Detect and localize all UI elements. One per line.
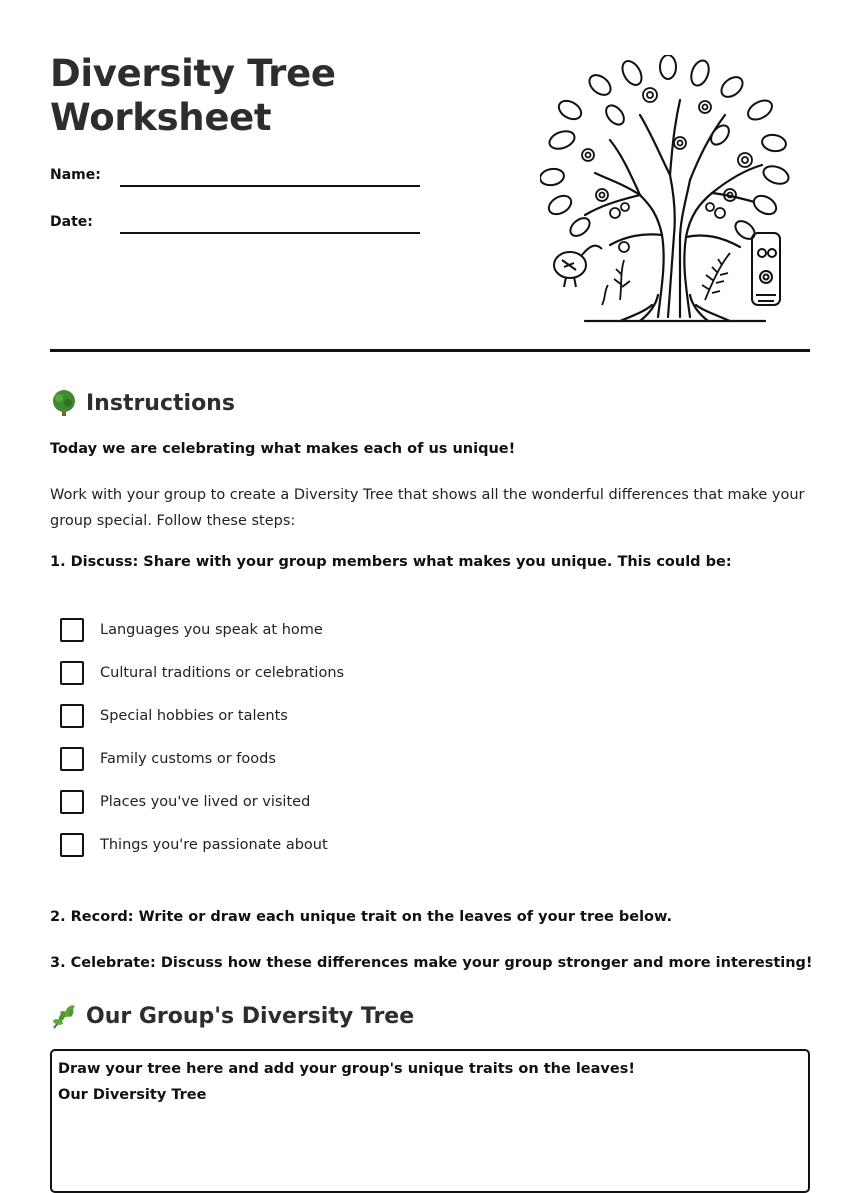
tree-illustration-icon [540,55,800,325]
checklist-item-label: Things you're passionate about [100,837,328,853]
date-field[interactable] [50,214,420,238]
checklist-item[interactable] [60,618,560,661]
name-label: Name: [50,167,101,183]
herb-emoji-icon [50,1002,78,1030]
date-write-line[interactable] [120,232,420,234]
title-line-2: Worksheet [50,96,272,139]
checklist-item[interactable] [60,704,560,747]
checkbox[interactable] [60,618,84,642]
drawing-box-title: Our Diversity Tree [58,1087,207,1103]
tree-emoji-icon [50,389,78,417]
checklist-item-label: Cultural traditions or celebrations [100,665,345,681]
checkbox[interactable] [60,790,84,814]
checkbox[interactable] [60,661,84,685]
trait-checklist [60,618,560,876]
checkbox[interactable] [60,833,84,857]
checklist-item[interactable] [60,833,560,876]
step-1-text: 1. Discuss: Share with your group members what makes you unique. This could be: [50,554,732,570]
checklist-item-label: Places you've lived or visited [100,794,311,810]
intro-bold-text: Today we are celebrating what makes each of us unique! [50,441,516,457]
checklist-item[interactable] [60,747,560,790]
checkbox[interactable] [60,747,84,771]
diversity-tree-heading-text: Our Group's Diversity Tree [86,1003,415,1029]
checklist-item-label: Languages you speak at home [100,622,323,638]
checklist-item[interactable] [60,661,560,704]
tree-drawing-area[interactable] [50,1049,810,1193]
checklist-item-label: Family customs or foods [100,751,276,767]
instructions-heading [50,389,235,417]
step-2-text: 2. Record: Write or draw each unique trait on the leaves of your tree below. [50,909,672,925]
checklist-item-label: Special hobbies or talents [100,708,288,724]
drawing-prompt: Draw your tree here and add your group's unique traits on the leaves! [58,1061,635,1077]
instructions-heading-text: Instructions [86,390,235,416]
section-divider [50,349,810,352]
name-field[interactable] [50,167,420,191]
page-title [50,52,470,140]
name-write-line[interactable] [120,185,420,187]
step-3-text: 3. Celebrate: Discuss how these differences make your group stronger and more interesting! [50,955,813,971]
checklist-item[interactable] [60,790,560,833]
checkbox[interactable] [60,704,84,728]
date-label: Date: [50,214,93,230]
intro-paragraph: Work with your group to create a Diversity Tree that shows all the wonderful differences that make your group special. Follow these steps: [50,487,805,529]
title-line-1: Diversity Tree [50,52,336,95]
diversity-tree-heading [50,1002,414,1030]
